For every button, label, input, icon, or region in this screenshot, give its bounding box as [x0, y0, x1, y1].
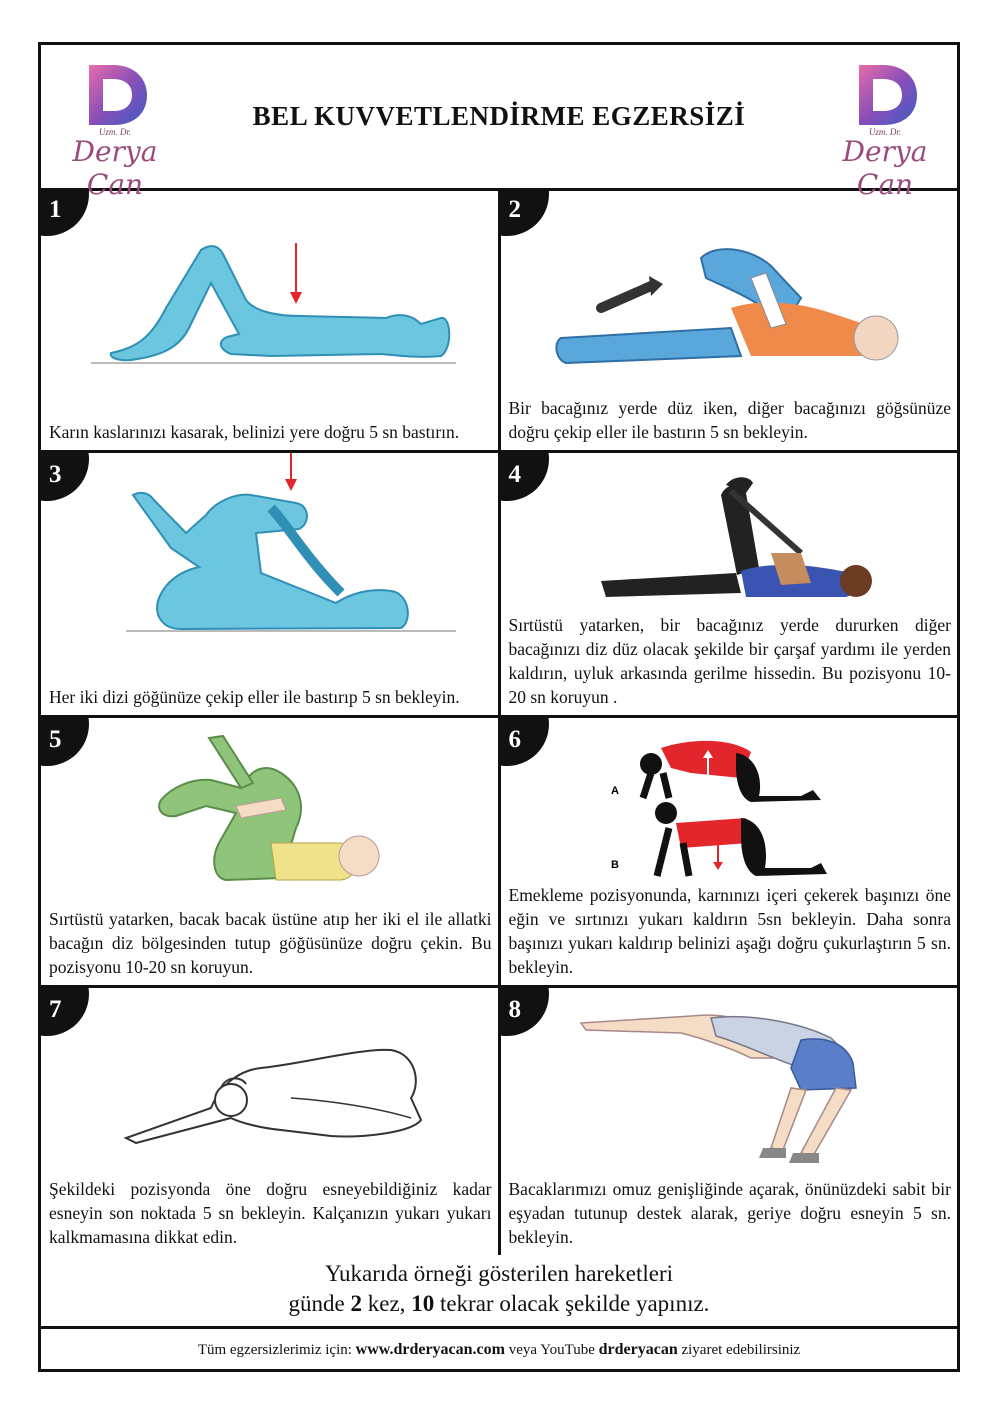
exercise-text: Sırtüstü yatarken, bacak bacak üstüne atıp her iki el ile allatki bacağın diz bölgesinden tutup göğüsünüze doğru çekin. Bu pozisyonu 10-20 sn koruyun. [49, 909, 492, 977]
step-number: 8 [508, 996, 521, 1023]
step-number: 3 [49, 461, 62, 488]
instruction-text: tekrar olacak şekilde yapınız. [434, 1291, 710, 1316]
exercise-text: Karın kaslarınızı kasarak, belinizi yere doğru 5 sn bastırın. [49, 422, 460, 442]
header [41, 45, 957, 201]
exercise-cell-1 [41, 188, 501, 450]
step-number: 6 [508, 726, 521, 753]
step-number: 7 [49, 996, 62, 1023]
times-per-day: 2 [350, 1291, 363, 1316]
exercise-row [41, 453, 957, 718]
instruction-line-2 [41, 1289, 957, 1319]
exercise-cell-4 [501, 453, 958, 715]
instruction-text: günde [288, 1291, 351, 1316]
logo-subtitle: Uzm. Dr. [868, 127, 902, 137]
cat-cow-illustration [501, 718, 958, 883]
single-knee-to-chest-illustration [501, 188, 958, 388]
website-note [41, 1332, 957, 1368]
exercise-text: Bacaklarımızı omuz genişliğinde açarak, önünüzdeki sabit bir eşyadan tutunup destek alarak, geriye doğru esneyin 5 sn. bekleyin. [508, 1179, 951, 1247]
exercise-grid [41, 188, 957, 1255]
step-number: 4 [508, 461, 521, 488]
note-text: Tüm egzersizlerimiz için: [197, 1342, 356, 1358]
exercise-cell-7 [41, 988, 501, 1255]
cross-leg-pull-illustration [41, 718, 499, 893]
exercise-text: Emekleme pozisyonunda, karnınızı içeri çekerek başınızı öne eğin ve sırtınızı yukarı kaldırın 5sn bekleyin. Daha sonra başınızı yukarı kaldırıp belinizi aşağı doğru çukurlaştırın 5 sn. bekleyin. [508, 885, 951, 977]
page-title: BEL KUVVETLENDİRME EGZERSİZİ [252, 101, 746, 131]
logo-subtitle: Uzm. Dr. [98, 127, 132, 137]
exercise-cell-2 [501, 188, 958, 450]
logo-name: Derya Can [72, 135, 158, 201]
exercise-cell-3 [41, 453, 501, 715]
exercise-text: Şekildeki pozisyonda öne doğru esneyebildiğiniz kadar esneyin son noktada 5 sn bekleyin. Kalçanızın yukarı yukarı kalkmamasına dikkat edin. [49, 1179, 492, 1247]
frequency-instruction [41, 1251, 957, 1329]
exercise-row [41, 718, 957, 988]
step-number: 5 [49, 726, 62, 753]
repetition-count: 10 [411, 1291, 435, 1316]
exercise-text: Her iki dizi göğünüze çekip eller ile bastırıp 5 sn bekleyin. [49, 687, 460, 707]
logo-right [825, 61, 945, 201]
child-pose-illustration [41, 988, 499, 1163]
website-link[interactable]: www.drderyacan.com [355, 1341, 505, 1358]
instruction-text: kez, [362, 1291, 412, 1316]
exercise-sheet [38, 42, 960, 1372]
exercise-cell-6 [501, 718, 958, 985]
exercise-row [41, 188, 957, 453]
instruction-line-1: Yukarıda örneği gösterilen hareketleri [324, 1261, 674, 1286]
label-b: B [610, 859, 619, 871]
double-knee-to-chest-illustration [41, 453, 499, 653]
youtube-channel-link[interactable]: drderyacan [598, 1341, 678, 1358]
label-a: A [610, 785, 619, 797]
exercise-row [41, 988, 957, 1255]
exercise-text: Bir bacağınız yerde düz iken, diğer bacağınızı göğsünüze doğru çekip eller ile bastırın 5 sn bekleyin. [508, 398, 951, 442]
hamstring-strap-stretch-illustration [501, 453, 958, 613]
logo-d-icon [825, 61, 945, 131]
standing-back-stretch-illustration [501, 988, 958, 1178]
step-number: 2 [508, 196, 521, 223]
logo-name: Derya Can [842, 135, 928, 201]
note-text: ziyaret edebilirsiniz [677, 1342, 801, 1358]
note-text: veya YouTube [504, 1342, 599, 1358]
exercise-cell-8 [501, 988, 958, 1255]
pelvic-tilt-illustration [41, 188, 499, 388]
exercise-text: Sırtüstü yatarken, bir bacağınız yerde dururken diğer bacağınızı diz düz olacak şekilde bir çarşaf yardımı ile yerden kaldırın, uyluk arkasında gerilme hissedin. Bu pozisyonu 10-20 sn koruyun . [508, 615, 951, 707]
step-number: 1 [49, 196, 62, 223]
exercise-cell-5 [41, 718, 501, 985]
